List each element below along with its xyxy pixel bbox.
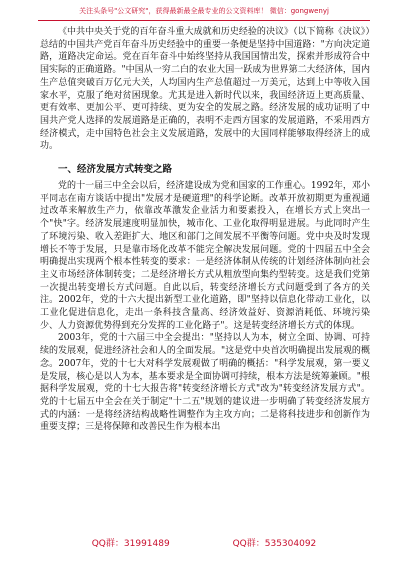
footer-qq-group-1: QQ群：31991489	[91, 539, 170, 549]
section-heading: 一、经济发展方式转变之路	[58, 164, 173, 176]
intro-paragraph: 《中共中央关于党的百年奋斗重大成就和历史经验的决议》（以下简称《决议》）总结的中国共产党百年奋斗历史经验中的重要一条便是坚持中国道路："方向决定道路，道路决定命运。党在百年奋斗中始终坚持从我国国情出发，探索并形成符合中国实际的正确道路。"中国从一穷二白的农业大国一跃成为世界第二大经济体，国内生产总值突破百万亿元大关，人均国内生产总值超过一万美元，达到上中等收入国家水平，克服了绝对贫困现象。尤其是进入新时代以来，我国经济迈上更高质量、更有效率、更加公平、更可持续、更为安全的发展之路。经济发展的成功证明了中国共产党人选择的发展道路是正确的，表明不走西方国家的发展道路，不采用西方经济模式，走中国特色社会主义发展道路，发展中的大国同样能够取得经济上的成功。	[40, 27, 370, 152]
footer-qq-group-2: QQ群：535304092	[232, 539, 317, 549]
body-paragraph-1: 党的十一届三中全会以后，经济建设成为党和国家的工作重心。1992年，邓小平同志在南方谈话中提出"发展才是硬道理"的科学论断。改革开放初期更为重视通过改革来解放生产力，依靠改革激发企业活力和要素投入，在增长方式上突出一个"快"字。经济发展速度明显加快，城市化、工业化取得明显进展。与此同时产生了环境污染、收入差距扩大、地区和部门之间发展不平衡等问题。党中央及时发现增长不等于发展，只是靠市场化改革不能完全解决发展问题。党的十四届五中全会明确提出实现两个根本性转变的要求：一是经济体制从传统的计划经济体制向社会主义市场经济体制转变；二是经济增长方式从粗放型向集约型转变。这是我们党第一次提出转变增长方式问题。自此以后，转变经济增长方式问题受到了各方的关注。2002年，党的十六大提出新型工业化道路，即"坚持以信息化带动工业化，以工业化促进信息化，走出一条科技含量高、经济效益好、资源消耗低、环境污染少、人力资源优势得到充分发挥的工业化路子"。这是转变经济增长方式的体现。	[40, 181, 370, 331]
document-body	[40, 26, 370, 434]
header-banner: 关注头条号"公文研究"，获得最新最全最专业的公文资料库！ 微信：gongwenyj	[79, 7, 329, 15]
header-divider	[38, 20, 370, 21]
body-paragraph-2: 2003年，党的十六届三中全会提出："坚持以人为本，树立全面、协调、可持续的发展观，促进经济社会和人的全面发展。"这是党中央首次明确提出发展观的概念。2007年，党的十七大对科学发展观做了明确的概括："科学发展观，第一要义是发展，核心是以人为本，基本要求是全面协调可持续，根本方法是统筹兼顾。"根据科学发展观，党的十七大报告将"转变经济增长方式"改为"转变经济发展方式"。党的十七届五中全会在关于制定"十二五"规划的建议进一步明确了转变经济发展方式的内涵：一是将经济结构战略性调整作为主攻方向；二是将科技进步和创新作为重要支撑；三是将保障和改善民生作为根本出	[40, 333, 370, 433]
footer	[0, 538, 408, 550]
spacer	[40, 153, 370, 157]
